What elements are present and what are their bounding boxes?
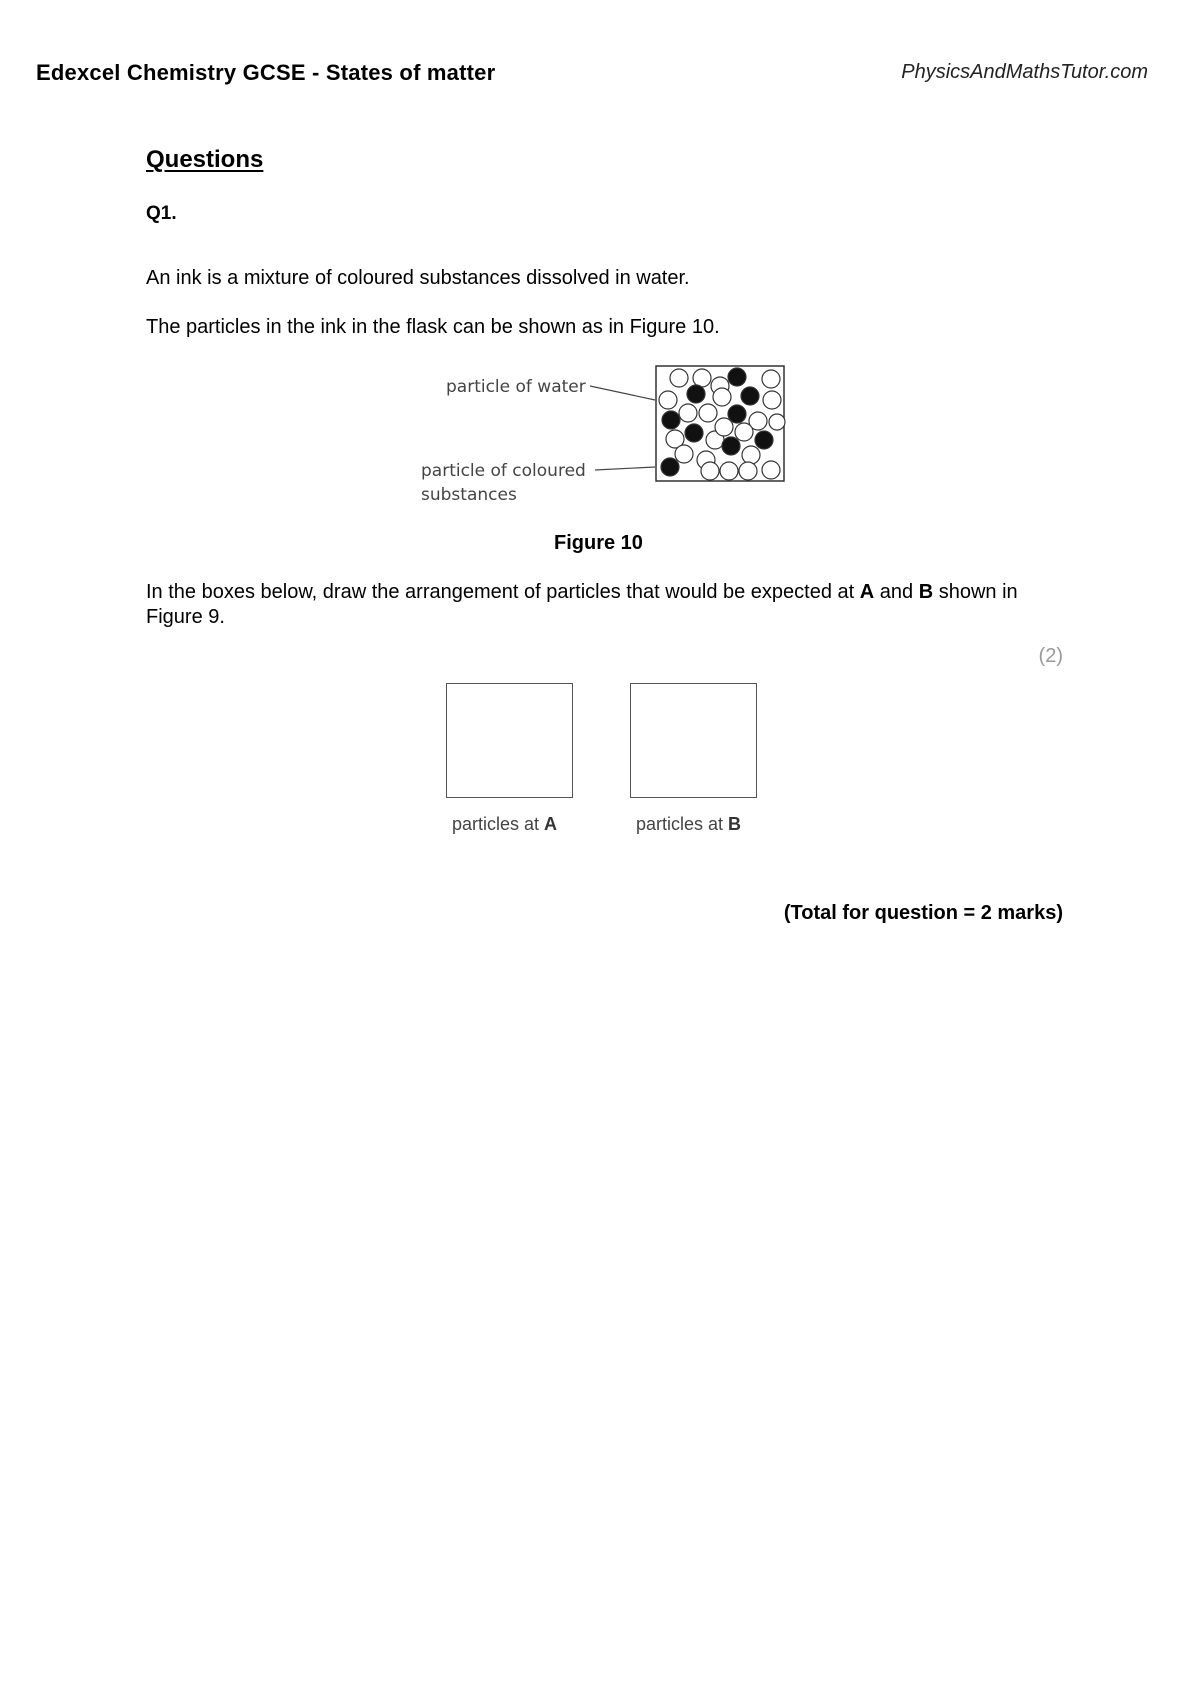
water-particle (699, 404, 717, 422)
water-particle (713, 388, 731, 406)
pointer-coloured (595, 467, 655, 470)
document-title: Edexcel Chemistry GCSE - States of matter (36, 60, 496, 85)
coloured-particle (687, 385, 705, 403)
label-particle-of-coloured: particle of coloured (421, 461, 586, 481)
figure-10-particles (415, 363, 795, 513)
answer-box-b-label (636, 814, 741, 835)
coloured-particle (728, 368, 746, 386)
box-label-prefix: particles at (636, 814, 729, 834)
question-number: Q1. (146, 203, 177, 224)
water-particle (720, 462, 738, 480)
section-heading: Questions (146, 146, 264, 173)
marks-available: (2) (1038, 645, 1063, 667)
site-name: PhysicsAndMathsTutor.com (901, 61, 1148, 83)
water-particle (693, 369, 711, 387)
pointer-water (590, 386, 655, 400)
water-particle (763, 391, 781, 409)
box-label-prefix: particles at (452, 814, 545, 834)
coloured-particle (755, 431, 773, 449)
water-particle (739, 462, 757, 480)
total-marks: (Total for question = 2 marks) (783, 902, 1063, 924)
coloured-particle (661, 458, 679, 476)
answer-box-b[interactable] (630, 683, 757, 798)
water-particle (735, 423, 753, 441)
label-substances: substances (421, 485, 517, 505)
answer-box-a[interactable] (446, 683, 573, 798)
answer-box-a-label (452, 814, 557, 835)
drawing-instruction (146, 580, 1046, 630)
water-particle (742, 446, 760, 464)
box-label-letter-b: B (728, 814, 742, 834)
instruction-and: and (874, 581, 919, 603)
instruction-text-2: shown in Figure 9. (146, 581, 1018, 628)
box-label-letter-a: A (544, 814, 558, 834)
water-particle (762, 370, 780, 388)
water-particle (769, 414, 785, 430)
question-intro: An ink is a mixture of coloured substances dissolved in water. (146, 267, 690, 289)
coloured-particle (722, 437, 740, 455)
water-particle (701, 462, 719, 480)
water-particle (675, 445, 693, 463)
water-particle (659, 391, 677, 409)
label-particle-of-water: particle of water (446, 377, 586, 397)
water-particle (762, 461, 780, 479)
water-particle (715, 418, 733, 436)
coloured-particle (662, 411, 680, 429)
instruction-letter-b: B (918, 581, 934, 603)
figure-intro: The particles in the ink in the flask can be shown as in Figure 10. (146, 316, 720, 338)
instruction-text-1: In the boxes below, draw the arrangement of particles that would be expected at (146, 581, 860, 603)
coloured-particle (685, 424, 703, 442)
water-particle (679, 404, 697, 422)
instruction-letter-a: A (859, 581, 875, 603)
figure-caption: Figure 10 (554, 532, 643, 554)
coloured-particle (741, 387, 759, 405)
water-particle (670, 369, 688, 387)
